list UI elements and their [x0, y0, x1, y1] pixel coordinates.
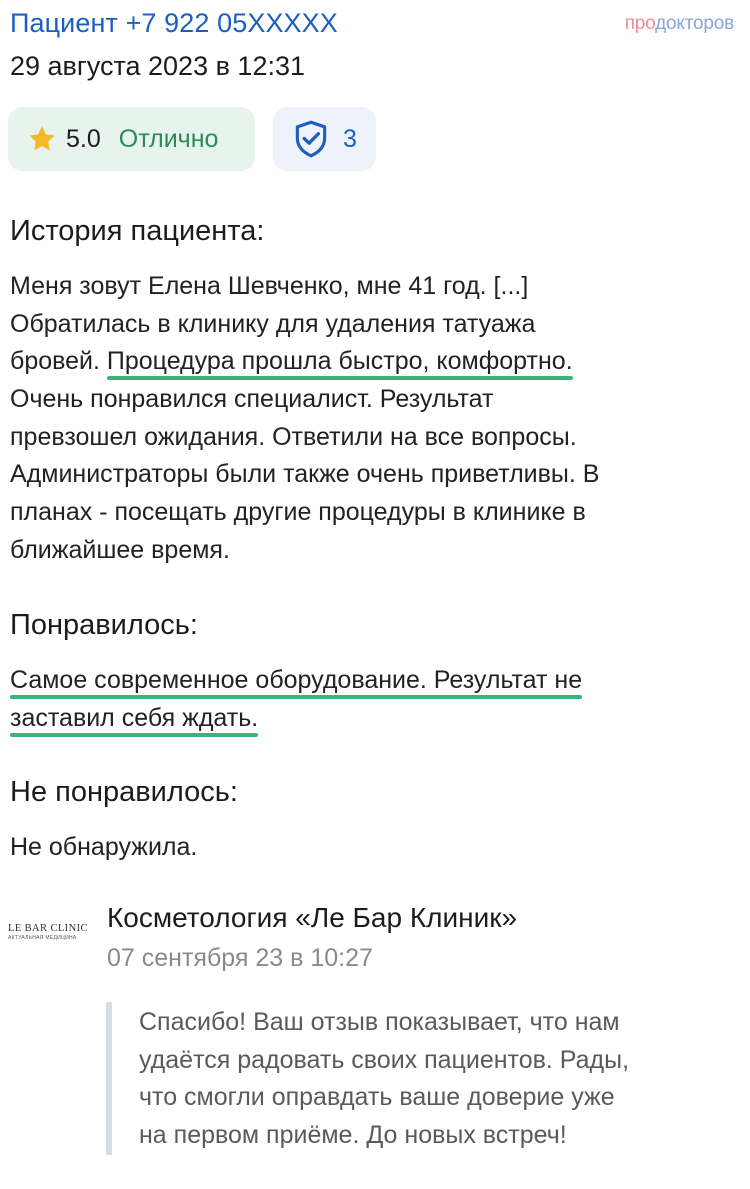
reply-line: Спасибо! Ваш отзыв показывает, что нам — [139, 1008, 620, 1036]
star-icon — [27, 124, 57, 154]
liked-text — [10, 662, 582, 737]
liked-title: Понравилось: — [10, 609, 198, 641]
disliked-text: Не обнаружила. — [10, 833, 198, 861]
history-line: Обратилась в клинику для удаления татуажа — [10, 309, 536, 338]
history-line: Очень понравился специалист. Результат — [10, 385, 494, 414]
rating-badge — [8, 107, 255, 171]
history-text — [10, 268, 599, 570]
patient-name-link[interactable]: Пациент +7 922 05XXXXX — [10, 8, 338, 38]
clinic-logo[interactable] — [8, 923, 86, 941]
clinic-logo-name: LE BAR CLINIC — [8, 923, 88, 934]
reply-date: 07 сентября 23 в 10:27 — [107, 944, 373, 972]
reply-line: на первом приёме. До новых встреч! — [139, 1121, 567, 1150]
history-line: ближайшее время. — [10, 535, 230, 564]
history-line: Меня зовут Елена Шевченко, мне 41 год. [...] — [10, 272, 529, 300]
reply-line: удаётся радовать своих пациентов. Рады, — [139, 1045, 630, 1074]
verified-count: 3 — [343, 124, 357, 153]
history-line: Администраторы были также очень приветливы. В — [10, 460, 600, 489]
rating-label: Отлично — [118, 124, 219, 153]
history-line — [10, 343, 599, 381]
highlighted-phrase: заставил себя ждать. — [10, 703, 259, 732]
clinic-name-link[interactable]: Косметология «Ле Бар Клиник» — [107, 902, 518, 933]
history-title: История пациента: — [10, 215, 265, 247]
review-date: 29 августа 2023 в 12:31 — [10, 51, 305, 81]
quote-bar — [106, 1002, 112, 1155]
liked-line — [10, 700, 582, 738]
brand-part-2: докторов — [655, 13, 734, 34]
reply-line: что смогли оправдать ваше доверие уже — [139, 1083, 615, 1112]
liked-line — [10, 662, 582, 700]
prodoctorov-logo[interactable] — [625, 13, 734, 35]
history-segment: бровей. — [10, 347, 107, 376]
history-line: превзошел ожидания. Ответили на все вопросы. — [10, 422, 577, 451]
disliked-title: Не понравилось: — [10, 776, 238, 808]
reply-text — [139, 1004, 629, 1155]
rating-score: 5.0 — [66, 124, 101, 153]
clinic-logo-tagline: АКТУАЛЬНАЯ МЕДИЦИНА — [8, 935, 77, 941]
brand-part-1: про — [624, 13, 656, 34]
history-line: планах - посещать другие процедуры в клинике в — [10, 498, 586, 527]
highlighted-phrase: Процедура прошла быстро, комфортно. — [106, 347, 573, 376]
verified-badge[interactable] — [273, 107, 376, 171]
highlighted-phrase: Самое современное оборудование. Результат не — [10, 666, 583, 694]
shield-check-icon — [290, 118, 332, 160]
